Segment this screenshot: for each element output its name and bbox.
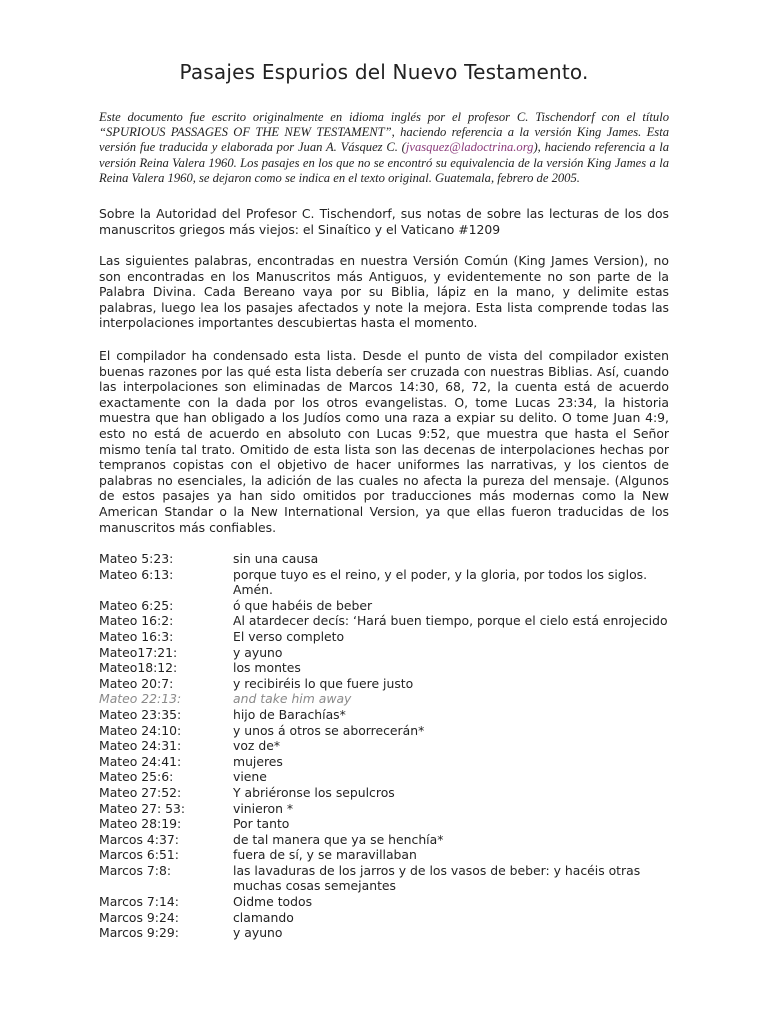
passage-text: fuera de sí, y se maravillaban [233, 847, 417, 863]
words-paragraph: Las siguientes palabras, encontradas en nuestra Versión Común (King James Version), no son encontradas en los Manuscritos más Antiguos, y evidentemente no son parte de la Palabra Divina. Cada Bereano vaya por su Biblia, lápiz en la mano, y delimite estas palabras, luego lea los pasajes afectados y note la mejora. Esta lista comprende todas las interpolaciones importantes descubiertas hasta el momento. [99, 253, 669, 331]
passage-row [99, 629, 669, 645]
passage-text: El verso completo [233, 628, 345, 644]
passage-ref: Mateo 24:10: [99, 722, 182, 738]
passage-ref: Mateo 16:2: [99, 613, 174, 629]
translator-note-text-end: ), haciendo referencia a la versión Reina Valera 1960. Los pasajes en los que no se encontró su equivalencia de la versión King James a la Reina Valera 1960, se dejaron como se indica en el texto original. Guatemala, febrero de 2005. [99, 140, 669, 185]
passage-ref: Mateo 6:25: [99, 597, 174, 613]
passage-row [99, 567, 669, 598]
passage-text: and take him away [233, 691, 352, 707]
compiler-paragraph: El compilador ha condensado esta lista. Desde el punto de vista del compilador existen buenas razones por las qué esta lista debería ser cruzada con nuestras Biblias. Así, cuando las interpolaciones son eliminadas de Marcos 14:30, 68, 72, la cuenta está de acuerdo exactamente con la dada por los otros evangelistas. O, tome Lucas 23:34, la historia muestra que han obligado a los Judíos como una raza a expiar su delito. O tome Juan 4:9, esto no está de acuerdo en absoluto con Lucas 9:52, que muestra que hasta el Señor mismo tenía tal trato. Omitido de esta lista son las decenas de interpolaciones hechas por tempranos copistas con el objetivo de hacer uniformes las narrativas, y los cientos de palabras no esenciales, la adición de las cuales no afecta la pureza del mensaje. (Algunos de estos pasajes ya han sido omitidos por traducciones más modernas como la New American Standar o la New International Version, ya que ellas fueron traducidas de los manuscritos más confiables. [99, 348, 669, 535]
passage-text: clamando [233, 909, 294, 925]
passage-row [99, 551, 669, 567]
passage-text: y unos á otros se aborrecerán* [233, 722, 425, 738]
passage-text: Y abriéronse los sepulcros [233, 784, 395, 800]
translator-note [99, 110, 669, 186]
passage-row [99, 769, 669, 785]
passage-row [99, 598, 669, 614]
passage-ref: Marcos 6:51: [99, 847, 179, 863]
passage-text: porque tuyo es el reino, y el poder, y la gloria, por todos los siglos. Amén. [233, 566, 648, 598]
passage-ref: Marcos 9:29: [99, 925, 179, 941]
passage-text: Oidme todos [233, 894, 313, 910]
passage-row [99, 910, 669, 926]
passage-ref: Mateo17:21: [99, 644, 178, 660]
passage-text: mujeres [233, 753, 283, 769]
passage-row [99, 847, 669, 863]
passage-text: sin una causa [233, 551, 319, 566]
passage-ref: Marcos 4:37: [99, 831, 179, 847]
passage-ref: Mateo 24:41: [99, 753, 182, 769]
translator-note-text-start: Este documento fue escrito originalmente en idioma inglés por el profesor C. Tischendorf con el título “SPURIOUS PASSAGES OF THE NEW TESTAMENT”, haciendo referencia a la versión King James. Esta versión fue traducida y elaborada por Juan A. Vásquez C. ( [99, 110, 669, 155]
passage-row [99, 645, 669, 661]
passage-row [99, 785, 669, 801]
passage-row-untranslated [99, 691, 669, 707]
passage-row [99, 925, 669, 941]
passage-text: y recibiréis lo que fuere justo [233, 675, 414, 691]
passage-ref: Marcos 7:8: [99, 862, 172, 878]
passage-text: ó que habéis de beber [233, 597, 373, 613]
passage-ref: Mateo 27:52: [99, 784, 182, 800]
passage-row [99, 894, 669, 910]
passage-text: hijo de Barachías* [233, 706, 346, 722]
passage-text: de tal manera que ya se henchía* [233, 831, 444, 847]
passage-text: los montes [233, 660, 301, 676]
passage-ref: Mateo 6:13: [99, 566, 174, 582]
passage-text: las lavaduras de los jarros y de los vasos de beber: y hacéis otras muchas cosas semejantes [233, 862, 641, 894]
document-title: Pasajes Espurios del Nuevo Testamento. [179, 60, 589, 84]
passage-text: y ayuno [233, 925, 283, 941]
passage-row [99, 613, 669, 629]
passage-row [99, 738, 669, 754]
passage-row [99, 660, 669, 676]
email-link[interactable]: jvasquez@ladoctrina.org [405, 140, 534, 155]
passage-row [99, 801, 669, 817]
passage-list [99, 551, 669, 941]
passage-text: Al atardecer decís: ‘Hará buen tiempo, porque el cielo está enrojecido [233, 613, 668, 629]
authority-paragraph: Sobre la Autoridad del Profesor C. Tischendorf, sus notas de sobre las lecturas de los dos manuscritos griegos más viejos: el Sinaítico y el Vaticano #1209 [99, 206, 669, 237]
passage-ref: Mateo 22:13: [99, 691, 182, 707]
passage-ref: Mateo 23:35: [99, 706, 182, 722]
passage-text: voz de* [233, 738, 281, 754]
passage-row [99, 707, 669, 723]
passage-ref: Mateo18:12: [99, 660, 178, 676]
passage-ref: Mateo 16:3: [99, 628, 174, 644]
passage-ref: Mateo 5:23: [99, 551, 174, 566]
passage-ref: Mateo 25:6: [99, 769, 174, 785]
passage-text: vinieron * [233, 800, 294, 816]
passage-ref: Mateo 28:19: [99, 816, 182, 832]
passage-text: viene [233, 769, 267, 785]
passage-text: Por tanto [233, 816, 290, 832]
passage-ref: Mateo 20:7: [99, 675, 174, 691]
passage-ref: Marcos 7:14: [99, 894, 179, 910]
passage-ref: Marcos 9:24: [99, 909, 179, 925]
passage-row [99, 676, 669, 692]
passage-row [99, 816, 669, 832]
passage-text: y ayuno [233, 644, 283, 660]
passage-row [99, 723, 669, 739]
passage-row [99, 863, 669, 894]
passage-ref: Mateo 24:31: [99, 738, 182, 754]
passage-ref: Mateo 27: 53: [99, 800, 186, 816]
passage-row [99, 754, 669, 770]
passage-row [99, 832, 669, 848]
